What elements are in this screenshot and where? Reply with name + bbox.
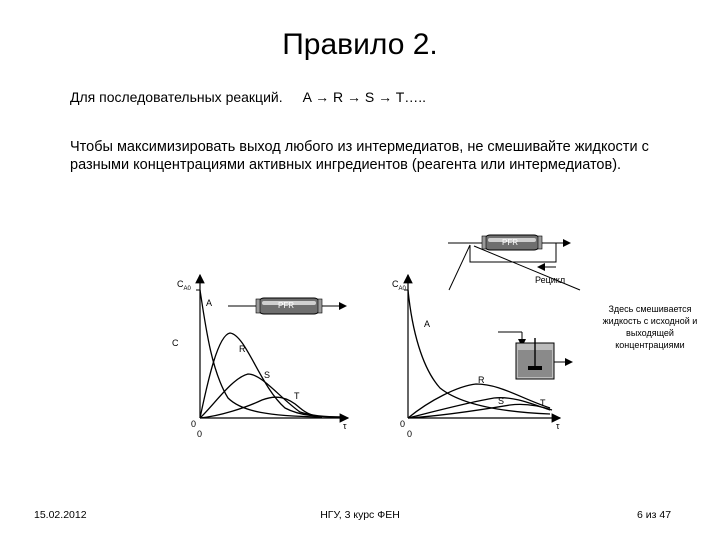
- left-origin-y: 0: [191, 419, 197, 429]
- right-curve-label-t: T: [540, 398, 546, 408]
- right-pfr-label: PFR: [502, 238, 518, 247]
- slide-title: Правило 2.: [282, 28, 438, 61]
- right-y-axis-label: $C_{A0}$: [392, 279, 406, 292]
- footer-date: 15.02.2012: [34, 509, 87, 521]
- right-curve-label-a: A: [424, 319, 431, 329]
- left-pfr-cap-right: [318, 299, 322, 313]
- right-pfr-cap-right: [538, 236, 542, 249]
- left-plot: [196, 275, 348, 418]
- right-origin-x: 0: [407, 429, 413, 439]
- footer-page-number: 6 из 47: [637, 509, 672, 521]
- footer-center: НГУ, 3 курс ФЕН: [320, 509, 400, 521]
- left-y-axis-label: $C_{A0}$: [177, 279, 191, 292]
- right-curve-t: [408, 404, 552, 418]
- right-x-axis-label: τ: [556, 421, 560, 431]
- left-curve-label-a: A: [206, 298, 213, 308]
- left-curve-label-r: R: [239, 344, 246, 354]
- reaction-scheme: A → R → S → T…..: [302, 89, 427, 105]
- right-curve-s: [408, 398, 550, 418]
- right-curve-label-s: S: [498, 396, 505, 406]
- left-pfr-cap-left: [256, 299, 260, 313]
- stirrer-blade: [528, 366, 542, 370]
- left-pfr-label: PFR: [278, 301, 294, 310]
- mixing-note: Здесь смешивается жидкость с исходной и выходящей концентрациями: [602, 304, 698, 350]
- left-curve-label-t: T: [294, 391, 300, 401]
- subtitle-text: Для последовательных реакций.: [70, 89, 283, 105]
- left-c-label: C: [172, 338, 179, 348]
- right-curve-label-r: R: [478, 375, 485, 385]
- left-x-axis-label: τ: [343, 421, 347, 431]
- recycle-label: Рецикл: [535, 275, 566, 285]
- right-pfr-cap-left: [482, 236, 486, 249]
- rule-paragraph: Чтобы максимизировать выход любого из интермедиатов, не смешивайте жидкости с разными концентрациями активных ингредиентов (реагента или интермедиатов).: [70, 139, 649, 173]
- left-curve-label-s: S: [264, 370, 271, 380]
- pointer-line-left: [449, 245, 470, 290]
- left-origin-x: 0: [197, 429, 203, 439]
- right-origin-y: 0: [400, 419, 406, 429]
- right-plot: [404, 235, 580, 418]
- left-curve-s: [200, 374, 342, 418]
